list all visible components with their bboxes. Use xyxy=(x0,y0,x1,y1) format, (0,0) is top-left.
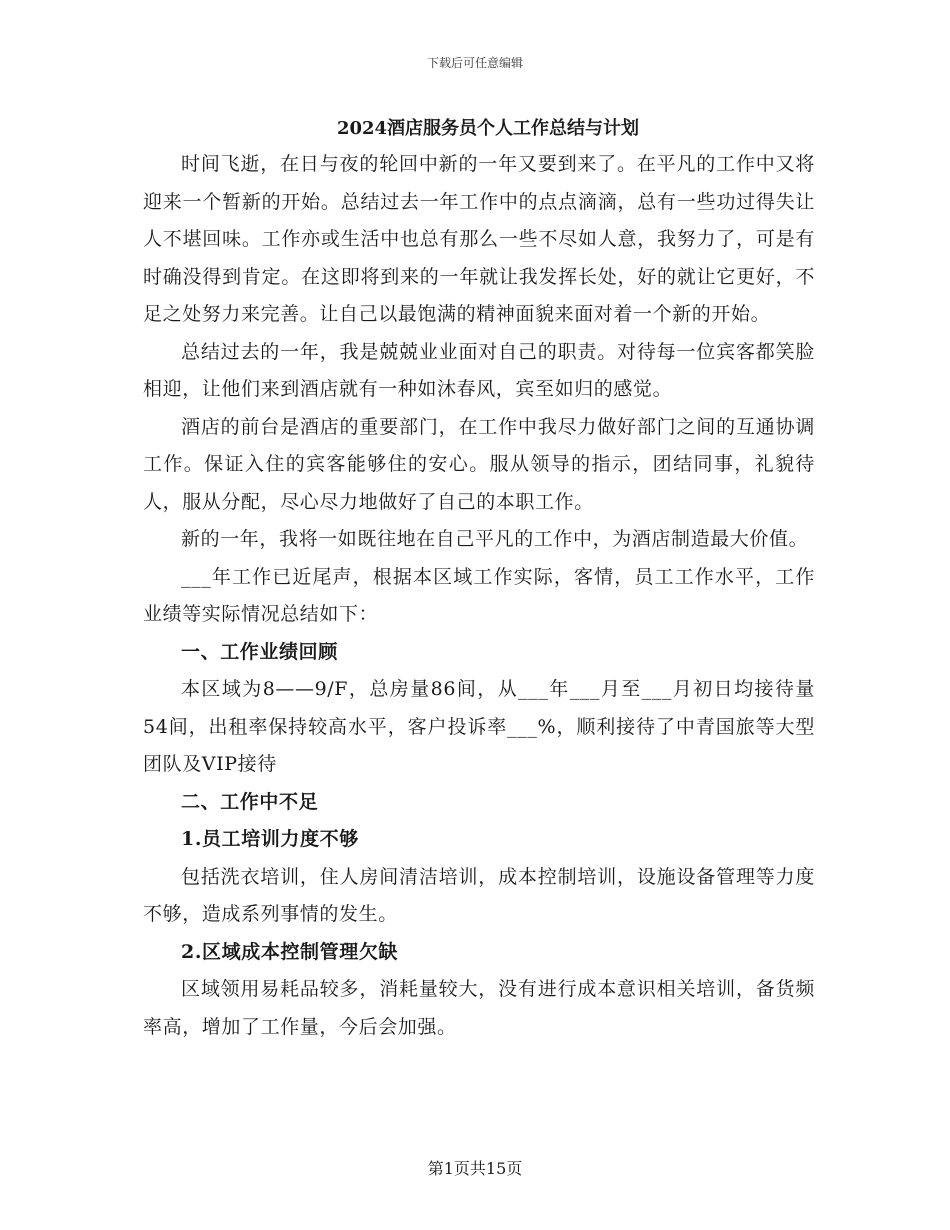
paragraph-summary: 总结过去的一年，我是兢兢业业面对自己的职责。对待每一位宾客都笑脸相迎，让他们来到酒店就有一种如沐春风，宾至如归的感觉。 xyxy=(143,340,815,400)
subheading-cost-control: 2.区域成本控制管理欠缺 xyxy=(181,940,399,963)
header-note: 下载后可任意编辑 xyxy=(426,56,523,70)
paragraph-new-year: 新的一年，我将一如既往地在自己平凡的工作中，为酒店制造最大价值。 xyxy=(181,528,809,550)
paragraph-training: 包括洗衣培训，住人房间清洁培训，成本控制培训，设施设备管理等力度不够，造成系列事情的发生。 xyxy=(143,865,815,925)
paragraph-overview: ___年工作已近尾声，根据本区域工作实际，客情，员工工作水平，工作业绩等实际情况总结如下： xyxy=(143,565,815,625)
paragraph-review: 本区域为8——9/F，总房量86间，从___年___月至___月初日均接待量54间，出租率保持较高水平，客户投诉率___%，顺利接待了中青国旅等大型团队及VIP接待 xyxy=(143,678,815,775)
paragraph-intro: 时间飞逝，在日与夜的轮回中新的一年又要到来了。在平凡的工作中又将迎来一个暂新的开始。总结过去一年工作中的点点滴滴，总有一些功过得失让人不堪回味。工作亦或生活中也总有那么一些不尽如人意，我努力了，可是有时确没得到肯定。在这即将到来的一年就让我发挥长处，好的就让它更好，不足之处努力来完善。让自己以最饱满的精神面貌来面对着一个新的开始。 xyxy=(143,153,815,325)
document-body xyxy=(143,116,815,1046)
section-heading-shortcomings: 二、工作中不足 xyxy=(181,790,319,813)
page-footer: 第1页共15页 xyxy=(427,1159,523,1178)
section-heading-review: 一、工作业绩回顾 xyxy=(181,640,338,663)
subheading-training: 1.员工培训力度不够 xyxy=(181,828,359,850)
paragraph-cost-control: 区域领用易耗品较多，消耗量较大，没有进行成本意识相关培训，备货频率高，增加了工作量，今后会加强。 xyxy=(143,978,815,1038)
paragraph-front-desk: 酒店的前台是酒店的重要部门，在工作中我尽力做好部门之间的互通协调工作。保证入住的宾客能够住的安心。服从领导的指示，团结同事，礼貌待人，服从分配，尽心尽力地做好了自己的本职工作。 xyxy=(143,415,815,513)
document-title: 2024酒店服务员个人工作总结与计划 xyxy=(336,118,640,139)
